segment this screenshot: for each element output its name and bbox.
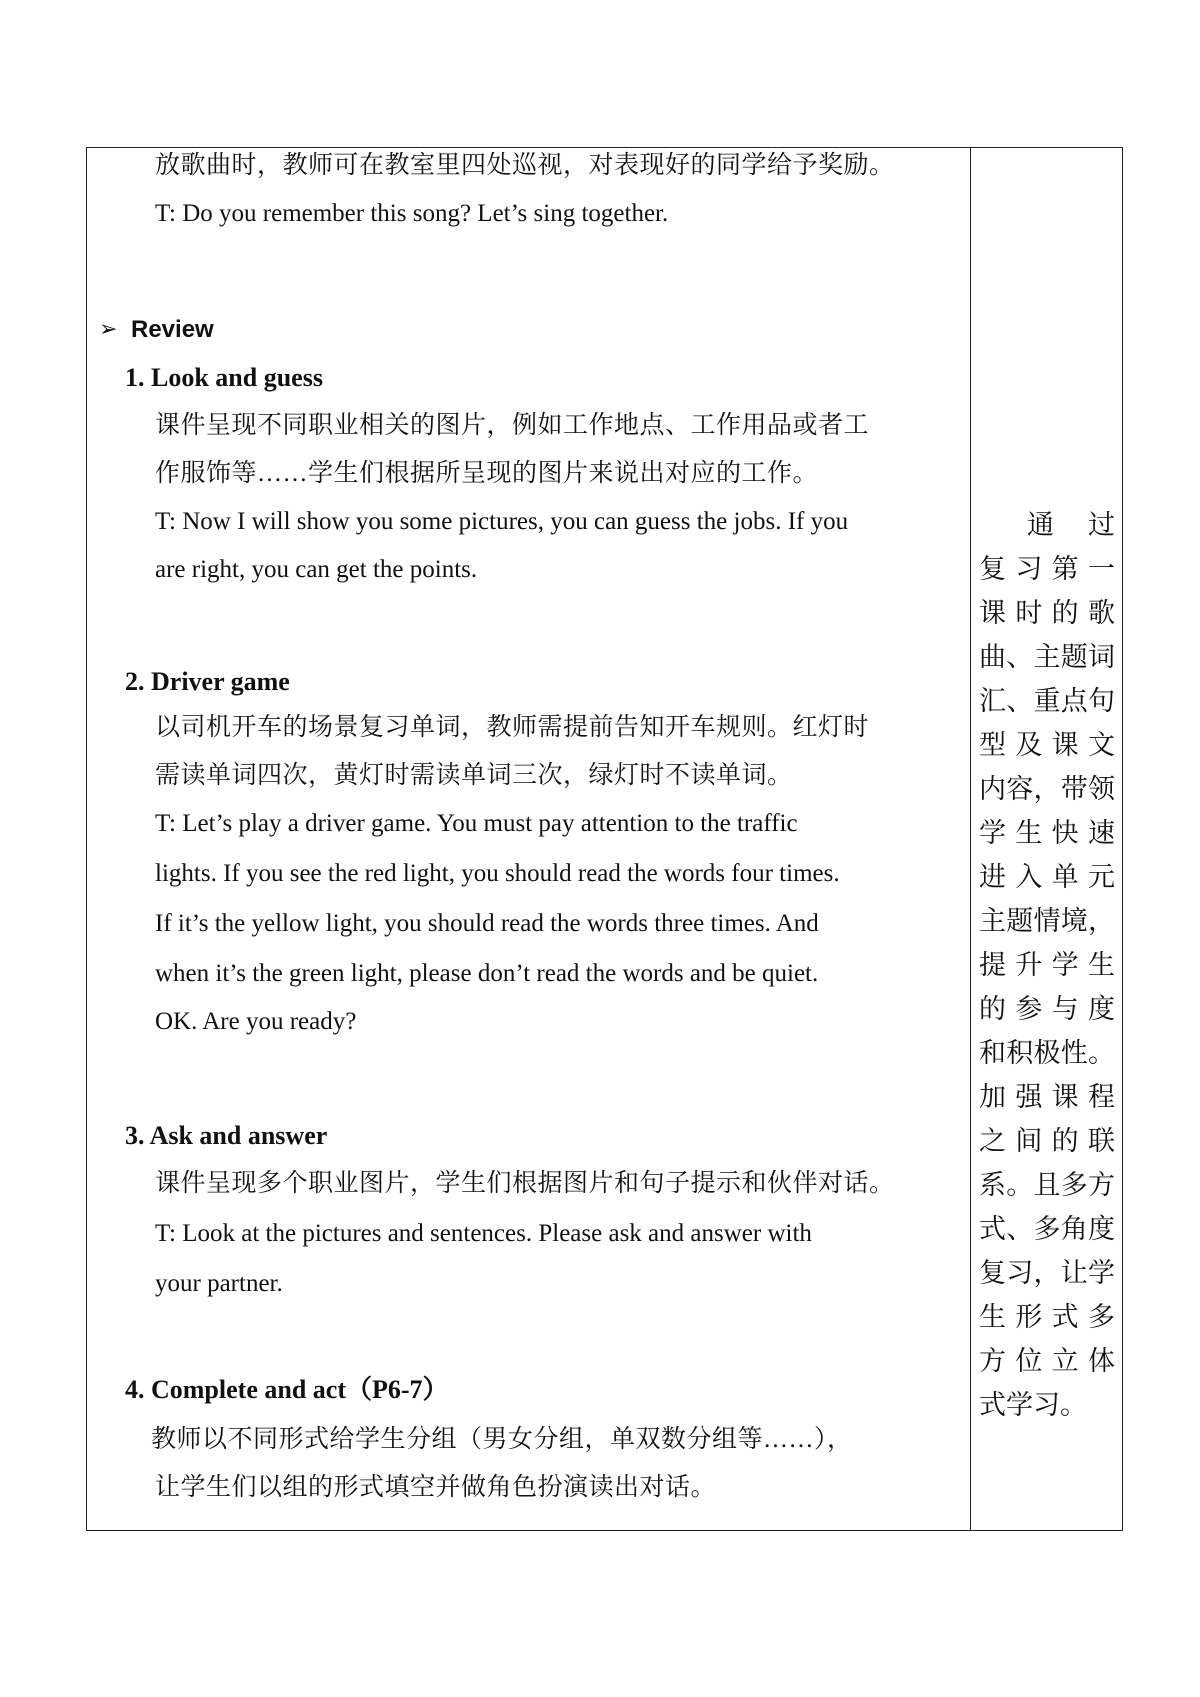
purpose-text: 汇、重点句 <box>979 686 1115 716</box>
purpose-text: 进入单元 <box>979 862 1115 892</box>
purpose-text: 方位立体 <box>979 1346 1115 1376</box>
purpose-text: 复习，让学 <box>979 1258 1115 1288</box>
section-text: 课件呈现多个职业图片，学生们根据图片和句子提示和伙伴对话。 <box>155 1170 895 1197</box>
section-title: 4. Complete and act（P6-7） <box>125 1375 449 1404</box>
purpose-text: 之间的联 <box>979 1126 1115 1156</box>
teacher-line: lights. If you see the red light, you should read the words four times. <box>155 860 840 887</box>
purpose-text: 和积极性。 <box>979 1038 1115 1068</box>
teacher-line: T: Let’s play a driver game. You must pay attention to the traffic <box>155 810 798 837</box>
purpose-text: 生形式多 <box>979 1302 1115 1332</box>
purpose-text: 内容，带领 <box>979 774 1115 804</box>
purpose-text: 式学习。 <box>979 1390 1087 1420</box>
purpose-text: 提升学生 <box>979 950 1115 980</box>
purpose-text: 学生快速 <box>979 818 1115 848</box>
section-text: 让学生们以组的形式填空并做角色扮演读出对话。 <box>155 1474 717 1501</box>
procedure-column <box>87 148 970 1530</box>
purpose-text: 复习第一 <box>979 554 1115 584</box>
arrow-bullet-icon: ➢ <box>99 317 118 342</box>
purpose-text: 系。且多方 <box>979 1170 1115 1200</box>
purpose-text: 曲、主题词 <box>979 642 1115 672</box>
purpose-text: 通 过 <box>1027 510 1115 540</box>
purpose-text: 主题情境， <box>979 906 1115 936</box>
section-text: 课件呈现不同职业相关的图片，例如工作地点、工作用品或者工 <box>155 412 870 439</box>
teacher-line: T: Now I will show you some pictures, you can guess the jobs. If you <box>155 508 849 535</box>
section-text: 教师以不同形式给学生分组（男女分组，单双数分组等……）， <box>151 1426 853 1453</box>
section-text: 需读单词四次，黄灯时需读单词三次，绿灯时不读单词。 <box>155 762 793 789</box>
purpose-text: 型及课文 <box>979 730 1115 760</box>
purpose-text: 课时的歌 <box>979 598 1115 628</box>
section-title: 1. Look and guess <box>125 363 323 392</box>
purpose-column <box>971 148 1122 1530</box>
intro-text: 放歌曲时，教师可在教室里四处巡视，对表现好的同学给予奖励。 <box>155 152 895 179</box>
teacher-line: are right, you can get the points. <box>155 556 478 583</box>
lesson-plan-table <box>86 147 1123 1531</box>
teacher-line: T: Look at the pictures and sentences. Please ask and answer with <box>155 1220 812 1247</box>
teacher-line: OK. Are you ready? <box>155 1008 357 1035</box>
section-text: 以司机开车的场景复习单词，教师需提前告知开车规则。红灯时 <box>155 714 870 741</box>
section-title: 2. Driver game <box>125 667 290 696</box>
section-title: 3. Ask and answer <box>125 1121 328 1150</box>
teacher-line: when it’s the green light, please don’t read the words and be quiet. <box>155 960 819 987</box>
teacher-line: T: Do you remember this song? Let’s sing together. <box>155 200 669 227</box>
teacher-line: If it’s the yellow light, you should read the words three times. And <box>155 910 819 937</box>
purpose-text: 式、多角度 <box>979 1214 1115 1244</box>
teacher-line: your partner. <box>155 1270 283 1297</box>
purpose-text: 加强课程 <box>979 1082 1115 1112</box>
purpose-text: 的参与度 <box>979 994 1115 1024</box>
section-text: 作服饰等……学生们根据所呈现的图片来说出对应的工作。 <box>155 460 819 487</box>
review-heading: Review <box>131 316 214 343</box>
